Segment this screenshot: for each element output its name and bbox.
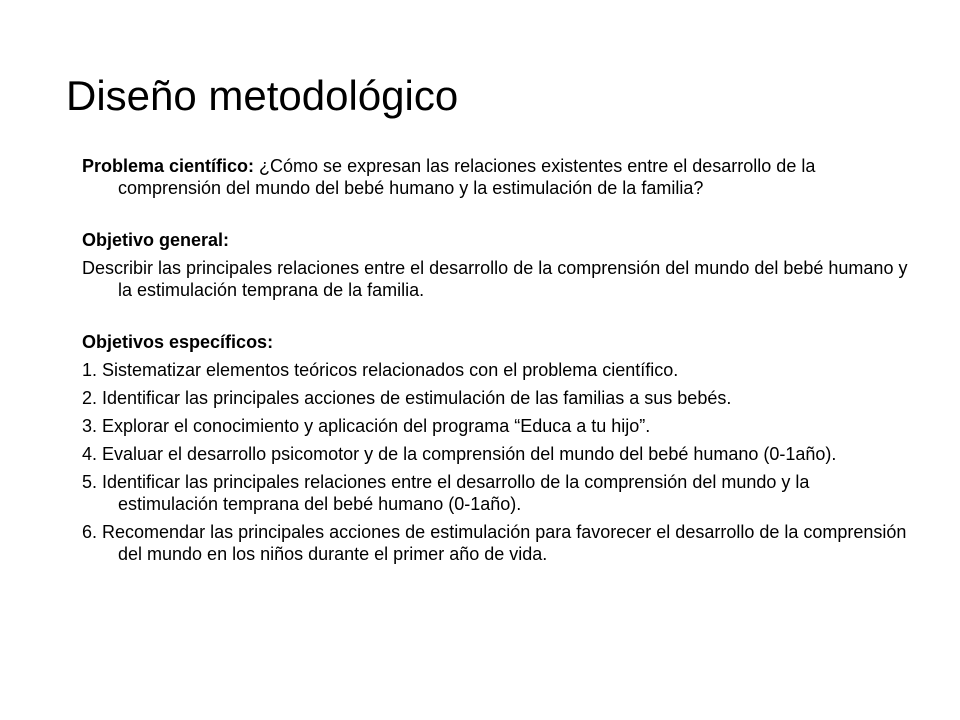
spacer (82, 301, 912, 331)
slide-body (82, 155, 912, 565)
specific-objectives-label: Objetivos específicos: (82, 332, 274, 352)
general-objective-text: Describir las principales relaciones entre el desarrollo de la comprensión del mundo del bebé humano y la estimulación temprana de la familia. (82, 258, 908, 300)
objective-item-3: 3. Explorar el conocimiento y aplicación del programa “Educa a tu hijo”. (82, 416, 651, 436)
specific-objectives-list (82, 359, 912, 565)
objective-item-1: 1. Sistematizar elementos teóricos relacionados con el problema científico. (82, 360, 679, 380)
objective-item-5: 5. Identificar las principales relaciones entre el desarrollo de la comprensión del mundo y la estimulación temprana del bebé humano (0-1año). (82, 472, 810, 514)
problem-text: ¿Cómo se expresan las relaciones existentes entre el desarrollo de la comprensión del mundo del bebé humano y la estimulación de la familia? (118, 156, 816, 198)
objective-item-4: 4. Evaluar el desarrollo psicomotor y de la comprensión del mundo del bebé humano (0-1año). (82, 444, 837, 464)
problem-paragraph (82, 155, 912, 199)
problem-label: Problema científico: (82, 156, 255, 176)
objective-item-2: 2. Identificar las principales acciones de estimulación de las familias a sus bebés. (82, 388, 732, 408)
objective-item-6: 6. Recomendar las principales acciones de estimulación para favorecer el desarrollo de la comprensión del mundo en los niños durante el primer año de vida. (82, 522, 907, 564)
spacer (82, 199, 912, 229)
slide-title: Diseño metodológico (66, 72, 459, 119)
general-objective-label: Objetivo general: (82, 230, 230, 250)
